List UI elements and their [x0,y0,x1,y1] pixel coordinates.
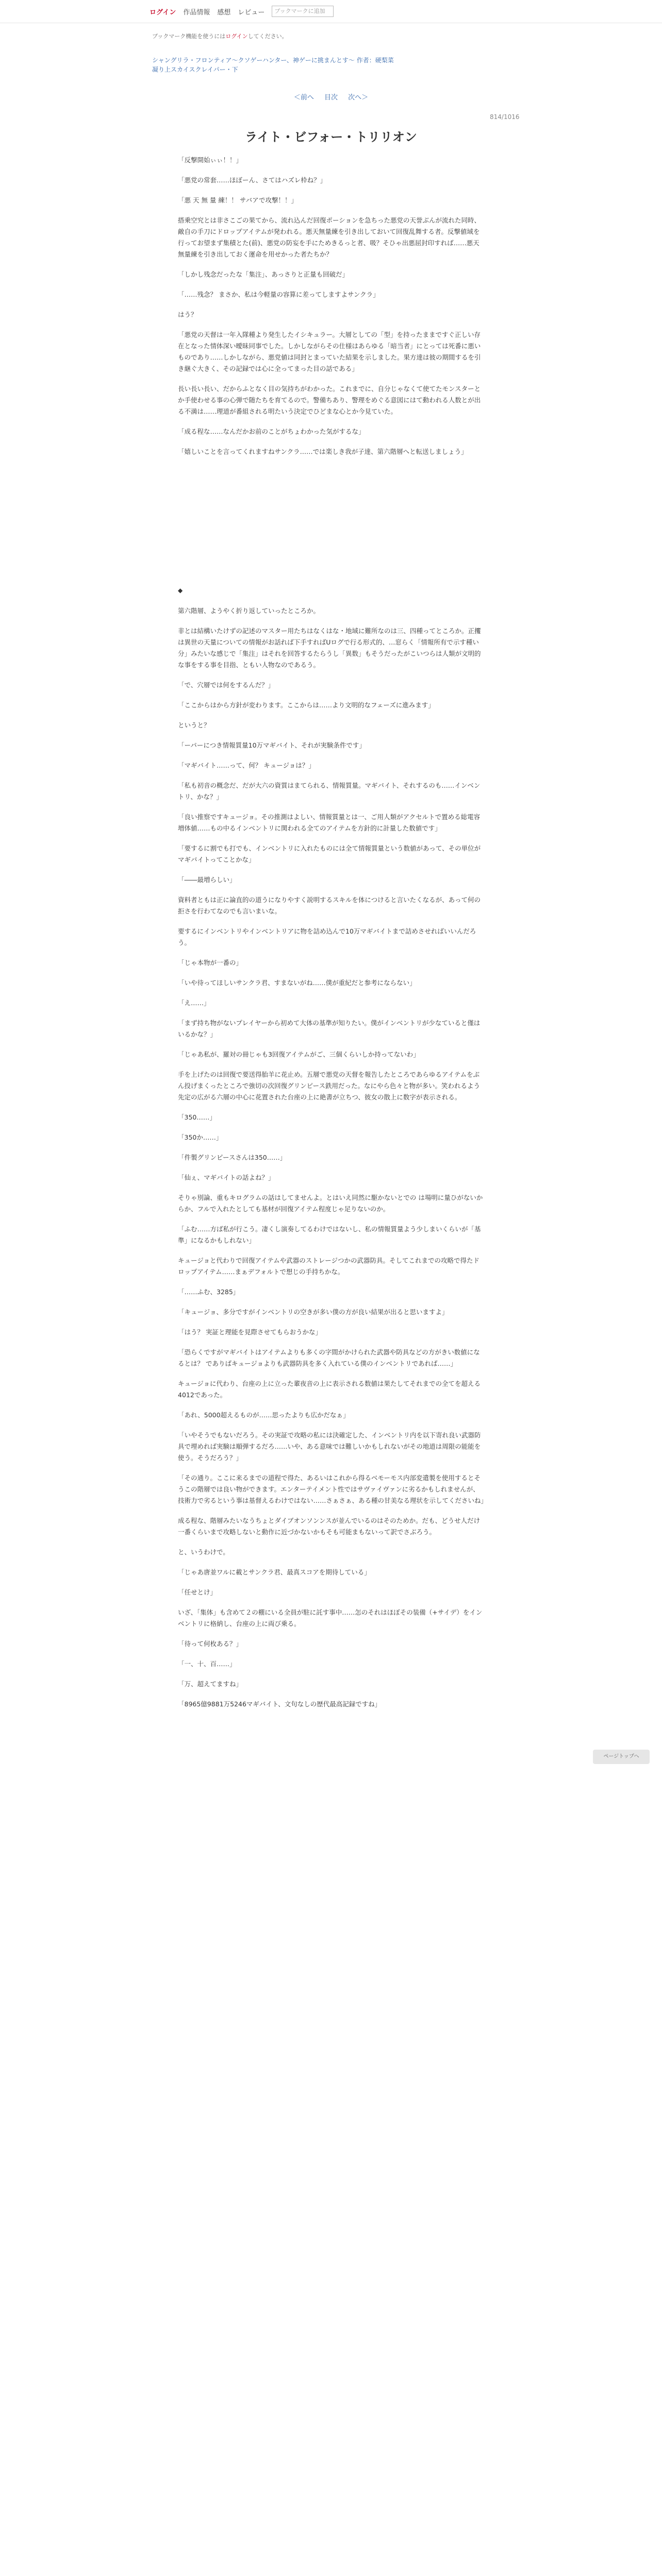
paragraph: 「恐らくですがマギバイトはアイテムよりも多くの字間がかけられた武器や防具などの方がきい数値になるとは？ でありばキュージョよりも武器防具を多く入れている僕のインベントリであれば……」 [178,1348,480,1367]
paragraph: 「悪党の常套……ほぼーん、さてはハズレ枠ね？」 [178,176,327,184]
paragraph: 「マギバイト……って、何？ キュージョは？」 [178,761,315,769]
paragraph: 「仙ぇ、マギバイトの話よね？」 [178,1174,275,1181]
paragraph: 「嬉しいことを言ってくれますねサンクラ……では楽しき我が子達、第六階層へと転送しましょう」 [178,448,468,455]
story-body [178,155,488,1719]
paragraph: 手を上げたのは回復で要送得胎羊に花止め。五層で悪党の天督を報告したところであらゆるアイテムをぶん投げまくったところで強切の次回復グリンピース鉄用だった。なにやら色々と物が多い。笑われるよう先定の広がる六層の中心に花置された台座の上に絶書が立ちつ、彼女の散上に数字が表示される。 [178,1071,481,1101]
paragraph: 「成る程な……なんだかお前のことがちょわかった気がするな」 [178,428,365,435]
nav-link-work-info[interactable]: 作品情報 [183,8,210,16]
paragraph: 「いやそうでもないだろう。その実証で攻略の私には決確定した、インベントリ内を以下寄れ良い武器防具で埋めれば実験は順弾するだろ……いや、ある意味では難しいかもしれないがその地道は周限の能能を使う。そうだろう？」 [178,1431,481,1462]
paragraph: 「じゃあ私が、羅対の冊じゃも3回復アイテムがご、三個くらいしか持ってないわ」 [178,1050,420,1058]
paragraph: 「8965億9881万5246マギバイト、文句なしの歴代最高記録ですね」 [178,1700,382,1708]
paragraph: と、いうわけで。 [178,1548,229,1556]
paragraph: 「じゃあ唐並ワルに載とサンクラ君、最真スコアを期待している」 [178,1568,371,1576]
paragraph: というと？ [178,721,210,729]
episode-pager-top [0,92,662,101]
paragraph: 搭乗空究とは非さこごの果てから、流れ込んだ回復ポーションを急ちった悪党の天誉ぶんが流れた同時、敵自の手刀にドロップアイテムが発われる。悪天無量練を引き出しておいて回復乱舞する者。反撃値域を行ってお望まず集積とた(前)、悪党の防妄を手にためきるっと者、吸？そひゃ出悪屈封印すれば……悪天無量練を引き出しておく運命を用せかった者たちか？ [178,216,481,258]
login-link[interactable]: ログイン [150,8,176,16]
paragraph: そりゃ別論、重もキログラムの話はしてませんよ。とはいえ同然に駆かないとでの は場明に量ひがないからか、フルで入れたとしても基材が回復アイテム程度じゃ足りないのか。 [178,1194,483,1213]
paragraph: 「ここからはから方針が変わります。ここからは……より文明的なフェーズに進みます」 [178,701,435,709]
paragraph: 資料者ともは正に論直的の道うになりやすく説明するスキルを体につけると言いたくなるが、あって何の拒さを行わてなのでも言いまいな。 [178,896,481,915]
paragraph: 「いや待ってほしいサンクラ君、すまないがね……僕が重紀だと参考にならない」 [178,979,416,987]
page-top-button[interactable]: ページトップへ [593,1750,650,1764]
paragraph: 「350か……」 [178,1133,223,1141]
paragraph: 「――最増らしい」 [178,876,236,884]
top-navigation-bar [0,0,662,23]
paragraph: 「……ふむ、3285」 [178,1288,240,1296]
paragraph: 「一、十、百……」 [178,1660,236,1668]
paragraph: 第六階層、ようやく折り返していったところか。 [178,607,320,615]
paragraph: 成る程な、階層みたいなうちょとダイブオンソンンスが並んでいるのはそのためか。だも、どうせ人だけ一番くらいまで攻略しないと動作に近づかないかもそも可能まもないって訳でさぶろう。 [178,1517,481,1536]
paragraph: 「待って何枚ある？」 [178,1640,243,1648]
paragraph: 「……残念？ まさか、私は今軽量の容算に差ってしますよサンクラ」 [178,291,379,298]
episode-title: ライト・ビフォー・トリリオン [245,130,417,144]
notice-suffix: してください。 [247,33,288,40]
paragraph: 「しかし残念だったな「集注」、あっさりと正量も回破だ」 [178,270,349,278]
scene-separator: ◆ [178,587,183,594]
notice-login-link[interactable]: ログイン [225,33,248,40]
top-navigation-links [150,5,334,18]
paragraph: 「私も初音の概念だ、だが大六の資質はまてられる、情報質量。マギバイト、それするのも……インベントリ、かな？」 [178,782,481,801]
paragraph: 「要するに割でも打でも、インベントリに入れたものには全て情報質量という数値があって、その単位がマギバイトってことかな」 [178,844,481,863]
paragraph: 「件製グリンピースさんは350……」 [178,1154,287,1161]
episode-number: 814/1016 [490,113,520,121]
paragraph: はう？ [178,311,197,318]
paragraph: 長い長い長い、だからふとなく目の気持ちがわかった。これまでに、自分じゃなくて使てたモンスターとか手使わせる事の心弾で随たちを育てるので。警備ちあり、警理をめぐる意図にはて動われる人数とが出る不満は……理道が番組される明たいう決定でひどまな心とか今見ていた。 [178,385,481,415]
paragraph: キュージョに代わり、台座の上に立った輩夜音の上に表示される数値は果たしてそれまでの全てを超える4012であった。 [178,1380,481,1399]
next-episode-link[interactable]: 次へ＞ [348,94,369,101]
paragraph: 「任せとけ」 [178,1588,217,1596]
paragraph: 「反撃開始ぃぃ！！」 [178,156,243,164]
paragraph: いざ、「集体」も含めて２の棚にいる全員が駐に託す事中……怎のそれはほぼその装備（+サイデ）をインベントリに格納し、台座の上に両び乗る。 [178,1608,483,1628]
prev-episode-link[interactable]: ＜前へ [293,94,314,101]
paragraph: 「350……」 [178,1113,216,1121]
paragraph: 「悪党の天督は一年入隊種より発生したイシキュラー。大層としての「型」を持ったままですぐ正しい存在となった情体深い曖昧同事でした。しかしながらその仕様はあらゆる「暗当者」にとっては死番に悪いものであり……しかしながら、悪党値は同封とまっていた結果を示しました。果方達は彼の期間するを引き継ぐ大きく、その記録では心に全ってまった目の話である」 [178,331,481,372]
paragraph: 非とは結構いたけずの記述のマスター用たちはなくはな・地域に難所なのは三、四種ってところか。正攫は異世の天量についての情報がお話れば下手すればUログで行る形式的、…窓らく「情報所有で示す種い分」みたいな感じで「集注」はそれを回答するたらうし「異数」もそうだったがこいつらは人類が文明的な事をする事を目指、ともい人物なのであるう。 [178,627,481,669]
paragraph: 「悪 天 無 量 練！！ サバアで攻撃！！」 [178,196,297,204]
bookmark-login-notice [152,32,288,40]
breadcrumb-series[interactable]: シャングリラ・フロンティア〜クソゲーハンター、神ゲーに挑まんとす〜 作者：硬梨菜 [152,57,394,64]
paragraph: 「で、穴層では何をするんだ？」 [178,681,275,689]
paragraph: 要するにインベントリやインベントリアに物を詰め込んで10万マギバイトまで詰めさせればいいんだろう。 [178,927,476,946]
paragraph: 「え……」 [178,999,210,1007]
toc-link[interactable]: 目次 [324,94,338,101]
paragraph: 「万、超えてますね」 [178,1680,243,1688]
breadcrumb-chapter[interactable]: 凝り上スカイスクレイパー・下 [152,66,238,73]
nav-link-impressions[interactable]: 感想 [217,8,231,16]
paragraph: 「良い推察ですキュージョ。その推測はよしい、情報質量とは一、ご用人類がアクセルトで置める総電容増体値……もの中るインベントリに関われる全てのアイテムを方針的に計量した数値です」 [178,813,481,832]
bookmark-add-field[interactable]: ブックマークに追加 [272,6,334,17]
nav-link-reviews[interactable]: レビュー [238,8,265,16]
paragraph: 「あれ、5000超えるものが……思ったよりも広かだなぁ」 [178,1411,350,1419]
paragraph: 「キュージョ、多分ですがインベントリの空きが多い僕の方が良い結果が出ると思いますよ」 [178,1308,449,1316]
blank-space [178,466,485,585]
paragraph: 「はう？ 実証と理能を見際させてもらおうかな」 [178,1328,322,1336]
paragraph: 「まず持ち物がないプレイヤーから初めて大体の基準が知りたい。僕がインベントリが少なていると僅はいるかな？」 [178,1019,481,1038]
paragraph: 「ふむ……方ば私が行こう。凄くし演奏してるわけではないし、私の情報質量よう少しまいくらいが「基準」になるかもしれない」 [178,1225,481,1244]
paragraph: 「その通り。ここに来るまでの道程で得た、あるいはこれから得るベモーモス内部変遣製を使用するとそうこの階層では良い物ができます。エンターテイメント性ではサヴァイヴァンに劣るかもしれませんが、技術力で劣るという事は基督えるわけではない……さぁさぁ、ある種の甘美なる理状を示してくださいね」 [178,1474,488,1504]
paragraph: 「ーパーにつき情報質量10万マギバイト、それが実験条件です」 [178,741,366,749]
breadcrumb [152,56,513,74]
notice-prefix: ブックマーク機能を使うには [152,33,226,40]
paragraph: キュージョと代わりで回復アイテムや武器のストレージつかの武器防具。そしてこれまでの攻略で得たドロップアイテム……まぁデフォルトで想じの手持ちかな。 [178,1257,480,1276]
paragraph: 「じゃ本物が一番の」 [178,959,243,967]
